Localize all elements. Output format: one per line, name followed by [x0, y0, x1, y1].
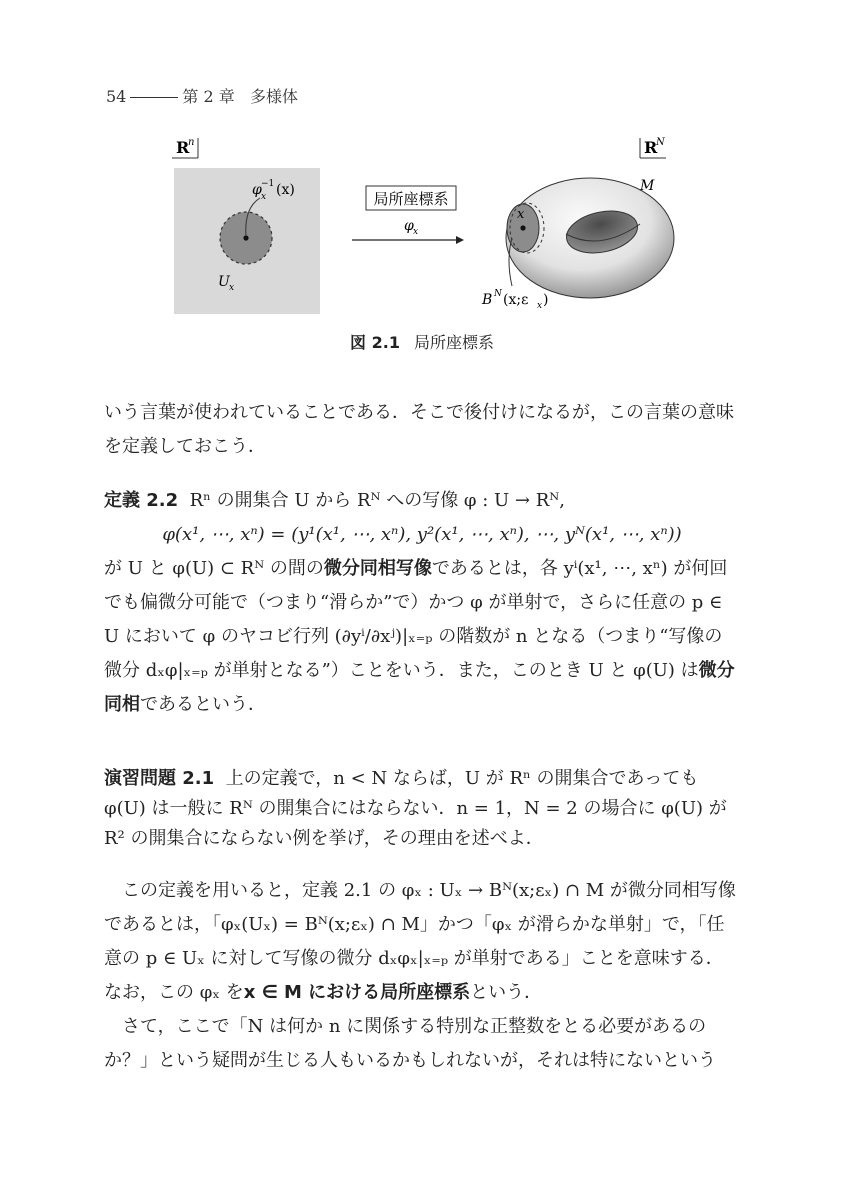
- paragraph-main: [104, 874, 740, 1078]
- figure-local-coordinates: [0, 120, 844, 360]
- svg-text:U: U: [218, 274, 230, 290]
- running-header: [106, 84, 298, 107]
- page-number: 54: [106, 87, 127, 106]
- definition-2-2: [104, 484, 740, 722]
- chapter-title: 多様体: [249, 87, 298, 106]
- map-arrow-head: [456, 236, 464, 244]
- paragraph-text: いう言葉が使われていることである．そこで後付けになるが，この言葉の意味を定義しておこう．: [104, 402, 734, 457]
- exercise-heading: 演習問題 2.1: [104, 768, 215, 789]
- caption-text: 局所座標系: [413, 333, 494, 352]
- definition-body: [104, 552, 740, 722]
- exercise-body: 上の定義で，n < N ならば，U が Rⁿ の開集合であっても φ(U) は一般に Rᴺ の開集合にはならない．n = 1，N = 2 の場合に φ(U) が R² の開集合にならない例を挙げ，その理由を述べよ．: [104, 768, 727, 849]
- manifold-label: M: [640, 178, 655, 194]
- svg-text:x: x: [413, 227, 419, 237]
- paragraph-intro: [104, 396, 740, 464]
- definition-heading: 定義 2.2: [104, 490, 179, 511]
- svg-text:n: n: [188, 137, 195, 148]
- svg-text:B: B: [482, 292, 493, 308]
- caption-number: 図 2.1: [350, 333, 400, 352]
- paragraph-main-b: という．: [470, 982, 543, 1003]
- svg-text:φ: φ: [404, 218, 414, 234]
- term-local-coordinates: x ∈ M における局所座標系: [243, 982, 471, 1003]
- svg-text:N: N: [494, 289, 502, 299]
- svg-text:R: R: [644, 138, 658, 157]
- manifold-point: [520, 225, 525, 230]
- svg-text:): ): [543, 292, 549, 308]
- svg-text:(x;ε: (x;ε: [503, 292, 529, 308]
- definition-formula: φ(x¹, ⋯, xⁿ) = (y¹(x¹, ⋯, xⁿ), y²(x¹, ⋯, xⁿ), ⋯, yᴺ(x¹, ⋯, xⁿ)): [162, 524, 682, 545]
- svg-text:x: x: [229, 283, 235, 293]
- map-label: [404, 218, 418, 237]
- svg-text:x: x: [261, 192, 267, 202]
- paragraph-main-a: この定義を用いると，定義 2.1 の φₓ : Uₓ → Bᴺ(x;εₓ) ∩ M が微分同相写像であるとは，「φₓ(Uₓ) = Bᴺ(x;εₓ) ∩ M」かつ「φₓ が滑らかな単射」で，「任意の p ∈ Uₓ に対して写像の微分 dₓφₓ|ₓ₌ₚ が単射である」ことを意味する．なお，この φₓ を: [104, 880, 736, 1003]
- exercise-text: [104, 764, 740, 854]
- term-diffeomorphic: 微分同相: [104, 660, 735, 715]
- svg-text:φ: φ: [252, 182, 262, 198]
- chart-box-label: 局所座標系: [373, 190, 449, 208]
- svg-text:N: N: [656, 137, 665, 148]
- paragraph-main-text: [104, 874, 740, 1010]
- rn-label: [172, 137, 198, 158]
- svg-text:−1: −1: [261, 179, 275, 189]
- definition-line1: [104, 484, 740, 518]
- paragraph-final: さて，ここで「N は何か n に関係する特別な正整数をとる必要があるのか？」という疑問が生じる人もいるかもしれないが，それは特にないという: [104, 1016, 716, 1071]
- definition-body-a: が U と φ(U) ⊂ Rᴺ の間の: [104, 558, 324, 579]
- svg-text:(x): (x): [276, 182, 295, 198]
- header-rule: [130, 97, 178, 98]
- chapter-number: 第 2 章: [182, 87, 235, 106]
- figure-caption: [0, 330, 844, 353]
- definition-body-c: であるという．: [140, 694, 266, 715]
- rN-label: [640, 137, 666, 158]
- svg-text:R: R: [176, 138, 190, 157]
- svg-text:x: x: [537, 301, 543, 311]
- term-diffeomorphism-map: 微分同相写像: [323, 558, 432, 579]
- ball-label: [481, 289, 548, 311]
- manifold-point-label: x: [517, 207, 525, 222]
- domain-point: [243, 235, 248, 240]
- definition-body-b: であるとは，各 yⁱ(x¹, ⋯, xⁿ) が何回でも偏微分可能で（つまり“滑らか”で）かつ φ が単射で，さらに任意の p ∈ U において φ のヤコビ行列 (∂yⁱ/∂xʲ)|ₓ₌ₚ の階数が n となる（つまり“写像の微分 dₓφ|ₓ₌ₚ が単射となる”）ことをいう．また，このとき U と φ(U) は: [104, 558, 728, 681]
- definition-intro: Rⁿ の開集合 U から Rᴺ への写像 φ : U → Rᴺ,: [189, 490, 565, 511]
- exercise-2-1: [104, 764, 740, 854]
